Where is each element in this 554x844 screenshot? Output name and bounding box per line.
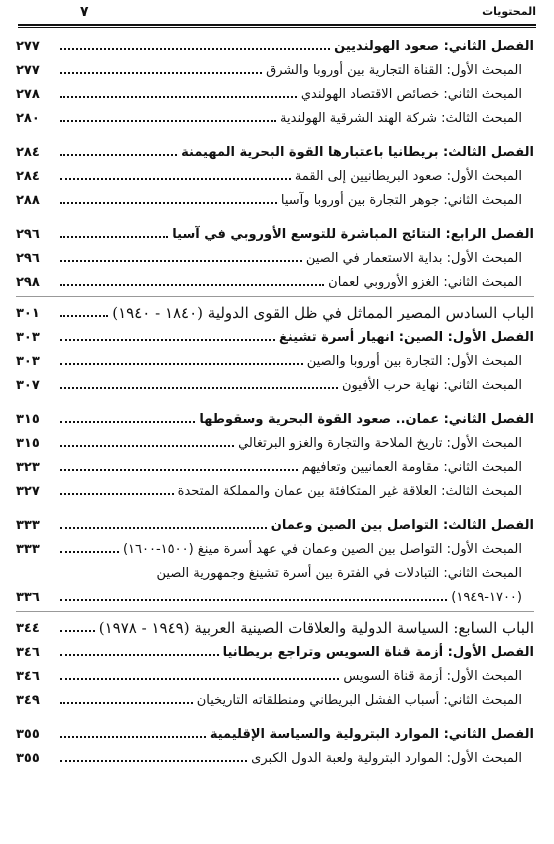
dot-leader — [60, 178, 291, 180]
toc-chapter-row[interactable] — [16, 34, 534, 58]
entry-page-number: ٣٠٣ — [16, 353, 40, 369]
entry-page-number: ٢٨٠ — [16, 110, 40, 126]
dot-leader — [60, 236, 168, 238]
entry-title: المبحث الأول: أزمة قناة السويس — [343, 668, 522, 684]
dot-leader — [60, 202, 277, 204]
dot-leader — [60, 154, 177, 156]
entry-title: الفصل الرابع: النتائج المباشرة للتوسع الأوروبي في آسيا — [172, 226, 534, 242]
entry-page-number: ٣٠٧ — [16, 377, 40, 393]
toc-chapter-row[interactable] — [16, 140, 534, 164]
entry-title: المبحث الأول: التواصل بين الصين وعمان في عهد أسرة مينغ (١٥٠٠-١٦٠٠) — [122, 541, 522, 557]
entry-title: المبحث الثاني: التبادلات في الفترة بين أسرة تشينغ وجمهورية الصين — [156, 565, 522, 581]
entry-page-number: ٣٢٣ — [16, 459, 40, 475]
entry-title: الفصل الثالث: التواصل بين الصين وعمان — [270, 517, 534, 533]
toc-section-row[interactable] — [16, 688, 534, 712]
section-gap — [16, 212, 534, 222]
dot-leader — [60, 445, 234, 447]
toc-section-row[interactable] — [16, 585, 534, 609]
entry-page-number: ٢٩٦ — [16, 250, 40, 266]
dot-leader — [60, 654, 219, 656]
entry-title: المبحث الثالث: العلاقة غير المتكافئة بين عمان والمملكة المتحدة — [177, 483, 522, 499]
entry-title: المبحث الثاني: أسباب الفشل البريطاني ومنطلقاته التاريخيان — [196, 692, 522, 708]
dot-leader — [60, 315, 108, 317]
dot-leader — [60, 493, 174, 495]
dot-leader — [60, 72, 262, 74]
entry-page-number: ٢٨٨ — [16, 192, 40, 208]
toc-chapter-row[interactable] — [16, 722, 534, 746]
entry-title: المبحث الثالث: شركة الهند الشرقية الهولندية — [280, 110, 522, 126]
entry-title: المبحث الأول: صعود البريطانيين إلى القمة — [294, 168, 522, 184]
toc-part-row[interactable] — [16, 616, 534, 640]
entry-page-number: ٣٤٩ — [16, 692, 40, 708]
toc-section-row[interactable] — [16, 58, 534, 82]
toc-section-row[interactable] — [16, 537, 534, 561]
header-rule-thin — [18, 27, 536, 28]
running-title: المحتويات — [482, 5, 536, 18]
entry-page-number: ٣٤٦ — [16, 668, 40, 684]
entry-page-number: ٢٧٨ — [16, 86, 40, 102]
dot-leader — [60, 48, 330, 50]
entry-title: الفصل الأول: أزمة قناة السويس وتراجع بريطانيا — [222, 644, 534, 660]
entry-title: المبحث الثاني: نهاية حرب الأفيون — [341, 377, 522, 393]
toc-section-row[interactable] — [16, 349, 534, 373]
entry-page-number: ٣٣٣ — [16, 541, 40, 557]
entry-page-number: ٣١٥ — [16, 435, 40, 451]
entry-title: المبحث الأول: الموارد البترولية ولعبة الدول الكبرى — [251, 750, 522, 766]
dot-leader — [60, 387, 338, 389]
entry-page-number: ٣٥٥ — [16, 750, 40, 766]
part-divider — [16, 611, 534, 612]
toc-section-row[interactable] — [16, 270, 534, 294]
dot-leader — [60, 469, 298, 471]
section-gap — [16, 397, 534, 407]
dot-leader — [60, 284, 324, 286]
dot-leader — [60, 678, 339, 680]
dot-leader — [60, 630, 95, 632]
entry-page-number: ٣٣٣ — [16, 517, 40, 533]
entry-title: الفصل الثاني: الموارد البترولية والسياسة الإقليمية — [209, 726, 534, 742]
entry-title: المبحث الأول: تاريخ الملاحة والتجارة والغزو البرتغالي — [238, 435, 522, 451]
dot-leader — [60, 339, 275, 341]
toc-section-row[interactable] — [16, 746, 534, 770]
dot-leader — [60, 702, 193, 704]
entry-page-number: ٢٨٤ — [16, 144, 40, 160]
dot-leader — [60, 120, 276, 122]
entry-title: الفصل الأول: الصين: انهيار أسرة تشينغ — [279, 329, 534, 345]
entry-page-number: ٣٥٥ — [16, 726, 40, 742]
section-gap — [16, 503, 534, 513]
entry-title: المبحث الأول: بداية الاستعمار في الصين — [305, 250, 522, 266]
toc-section-row[interactable] — [16, 106, 534, 130]
entry-page-number: ٣٣٦ — [16, 589, 40, 605]
section-gap — [16, 130, 534, 140]
toc-chapter-row[interactable] — [16, 407, 534, 431]
entry-page-number: ٣١٥ — [16, 411, 40, 427]
toc-section-row[interactable] — [16, 188, 534, 212]
toc-section-row[interactable] — [16, 373, 534, 397]
dot-leader — [60, 736, 206, 738]
entry-page-number: ٢٨٤ — [16, 168, 40, 184]
header-rule — [18, 24, 536, 26]
dot-leader — [60, 363, 303, 365]
toc-part-row[interactable] — [16, 301, 534, 325]
toc-section-row[interactable] — [16, 664, 534, 688]
dot-leader — [60, 96, 297, 98]
entry-page-number: ٣٠١ — [16, 305, 40, 321]
toc-section-row[interactable] — [16, 246, 534, 270]
toc-section-row[interactable] — [16, 455, 534, 479]
page-header — [18, 4, 536, 20]
entry-title: المبحث الثاني: مقاومة العمانيين وتعافيهم — [301, 459, 522, 475]
dot-leader — [60, 421, 195, 423]
entry-page-number: ٢٩٨ — [16, 274, 40, 290]
dot-leader — [60, 599, 447, 601]
toc-section-row[interactable] — [16, 82, 534, 106]
toc-chapter-row[interactable] — [16, 222, 534, 246]
dot-leader — [60, 527, 267, 529]
entry-page-number: ٣٤٦ — [16, 644, 40, 660]
entry-title: الفصل الثاني: صعود الهولنديين — [334, 38, 534, 54]
toc-chapter-row[interactable] — [16, 513, 534, 537]
toc-chapter-row[interactable] — [16, 325, 534, 349]
entry-page-number: ٣٤٤ — [16, 620, 40, 636]
toc-section-row[interactable] — [16, 431, 534, 455]
dot-leader — [60, 760, 247, 762]
entry-page-number: ٣٠٣ — [16, 329, 40, 345]
entry-title: الفصل الثالث: بريطانيا باعتبارها القوة البحرية المهيمنة — [181, 144, 534, 160]
dot-leader — [60, 551, 119, 553]
entry-title: الباب السادس المصير المماثل في ظل القوى الدولية (١٨٤٠ - ١٩٤٠) — [112, 304, 534, 322]
part-divider — [16, 296, 534, 297]
entry-page-number: ٢٩٦ — [16, 226, 40, 242]
entry-title: المبحث الثاني: جوهر التجارة بين أوروبا وآسيا — [280, 192, 522, 208]
entry-page-number: ٣٢٧ — [16, 483, 40, 499]
entry-title: المبحث الأول: التجارة بين أوروبا والصين — [306, 353, 522, 369]
entry-title: الباب السابع: السياسة الدولية والعلاقات الصينية العربية (١٩٤٩ - ١٩٧٨) — [98, 619, 534, 637]
page-number: ٧ — [80, 4, 89, 20]
entry-page-number: ٢٧٧ — [16, 62, 40, 78]
toc-section-row[interactable] — [16, 164, 534, 188]
entry-title: المبحث الثاني: الغزو الأوروبي لعمان — [328, 274, 522, 290]
toc-chapter-row[interactable] — [16, 640, 534, 664]
table-of-contents — [16, 34, 534, 770]
entry-title: الفصل الثاني: عمان.. صعود القوة البحرية وسقوطها — [199, 411, 534, 427]
section-gap — [16, 712, 534, 722]
toc-section-row[interactable] — [16, 479, 534, 503]
toc-continued-row[interactable] — [16, 561, 534, 585]
entry-title: المبحث الأول: القناة التجارية بين أوروبا والشرق — [266, 62, 522, 78]
dot-leader — [60, 260, 302, 262]
entry-title: (١٧٠٠-١٩٤٩) — [451, 589, 522, 605]
entry-title: المبحث الثاني: خصائص الاقتصاد الهولندي — [300, 86, 522, 102]
entry-page-number: ٢٧٧ — [16, 38, 40, 54]
